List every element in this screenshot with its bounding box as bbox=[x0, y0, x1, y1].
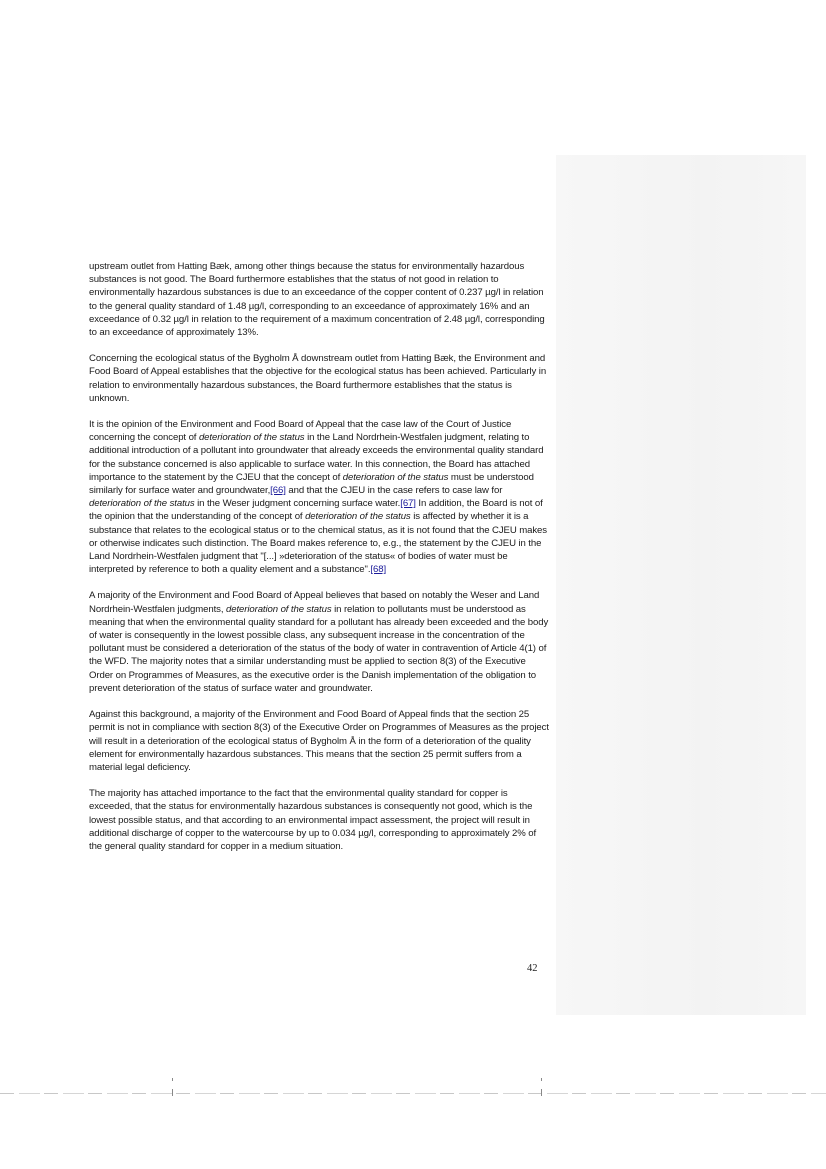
text-run: is affected by whether it is a substance that relates to the ecological status or to the chemical status, as it is not found that the CJEU makes or otherwise indicates such distinction. The Board makes reference to, e.g., the statement by the CJEU in the Land Nordrhein-Westfalen judgment that "[...] »deterioration of the status« of bodies of water must be interpreted by reference to both a quality element and a substance". bbox=[89, 511, 547, 576]
text-run: must be understood similarly for surface water and groundwater, bbox=[89, 471, 534, 497]
crop-mark bbox=[541, 1089, 542, 1096]
crop-mark bbox=[172, 1078, 173, 1081]
text-run: and that the CJEU in the case refers to case law for bbox=[285, 485, 503, 497]
text-run: in relation to pollutants must be understood as meaning that when the environmental quality standard for a pollutant has already been exceeded and the body of water is consequently in the lowest possible class, any subsequent increase in the concentration of the pollutant must be considered a deterioration of the status of the body of water in contravention of Article 4(1) of the WFD. The majority notes that a similar understanding must be applied to section 8(3) of the Executive Order on Programmes of Measures, as the executive order is the Danish implementation of the obligation to prevent deterioration of the status of surface water and groundwater. bbox=[89, 603, 549, 694]
footnote-link[interactable]: [66] bbox=[270, 485, 286, 497]
document-body bbox=[89, 260, 550, 866]
text-run: A majority of the Environment and Food Board of Appeal believes that based on notably the Weser and Land Nordrhein-Westfalen judgments, bbox=[89, 590, 540, 615]
text-run: The majority has attached importance to the fact that the environmental quality standard for copper is exceeded, that the status for environmentally hazardous substances is consequently not good, which is the lowest possible status, and that according to an environmental impact assessment, the project will result in additional discharge of copper to the watercourse by up to 0.034 µg/l, corresponding to approximately 2% of the general quality standard for copper in a medium situation. bbox=[89, 788, 537, 852]
body-paragraph bbox=[89, 418, 550, 576]
body-paragraph bbox=[89, 708, 550, 774]
text-run: Concerning the ecological status of the Bygholm Å downstream outlet from Hatting Bæk, the Environment and Food Board of Appeal establishes that the objective for the ecological status has been achieved. Particularly in relation to environmentally hazardous substances, the Board furthermore establishes that the status is unknown. bbox=[89, 353, 547, 404]
emphasized-term: deterioration of the status bbox=[342, 471, 449, 483]
emphasized-term: deterioration of the status bbox=[225, 603, 332, 615]
scan-shadow-region bbox=[556, 155, 806, 1015]
text-run: Against this background, a majority of the Environment and Food Board of Appeal finds that the section 25 permit is not in compliance with section 8(3) of the Executive Order on Programmes of Measures as the project will result in a deterioration of the ecological status of Bygholm Å in the form of a deterioration of the quality element for environmentally hazardous substances. This means that the section 25 permit suffers from a material legal deficiency. bbox=[89, 709, 549, 773]
text-run: It is the opinion of the Environment and Food Board of Appeal that the case law of the Court of Justice concerning the concept of bbox=[89, 419, 512, 444]
crop-mark bbox=[172, 1089, 173, 1096]
emphasized-term: deterioration of the status bbox=[198, 432, 305, 444]
emphasized-term: deterioration of the status bbox=[89, 498, 195, 510]
text-run: in the Land Nordrhein-Westfalen judgment, relating to additional introduction of a pollutant into groundwater that already exceeds the environmental quality standard for the substance concerned is also applicable to surface water. In this connection, the Board has attached importance to the statement by the CJEU that the concept of bbox=[89, 432, 544, 483]
body-paragraph bbox=[89, 787, 550, 853]
crop-mark bbox=[541, 1078, 542, 1081]
footnote-link[interactable]: [68] bbox=[370, 564, 387, 576]
emphasized-term: deterioration of the status bbox=[305, 511, 411, 523]
text-run: In addition, the Board is not of the opinion that the understanding of the concept of bbox=[89, 498, 543, 523]
scan-edge-line bbox=[0, 1093, 826, 1094]
page-number: 42 bbox=[527, 963, 538, 974]
footnote-link[interactable]: [67] bbox=[400, 498, 416, 510]
text-run: upstream outlet from Hatting Bæk, among other things because the status for environmentally hazardous substances is not good. The Board furthermore establishes that the status of not good in relation to environmentally hazardous substances is due to an exceedance of the copper content of 0.237 µg/l in relation to the general quality standard of 1.48 µg/l, corresponding to an exceedance of approximately 16% and an exceedance of 0.32 µg/l in relation to the requirement of a maximum concentration of 2.48 µg/l, corresponding to an exceedance of approximately 13%. bbox=[89, 261, 545, 339]
body-paragraph bbox=[89, 589, 550, 695]
body-paragraph bbox=[89, 352, 550, 405]
body-paragraph bbox=[89, 260, 550, 339]
text-run: in the Weser judgment concerning surface water. bbox=[194, 498, 401, 510]
